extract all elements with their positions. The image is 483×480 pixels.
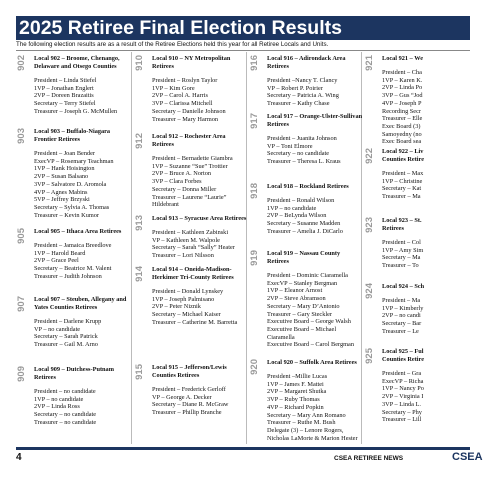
local-number: 912 xyxy=(134,133,145,149)
officer-line: Treasurer – Mary Harmon xyxy=(152,115,219,123)
officer-line: Treasurer – Kathy Chase xyxy=(267,100,330,108)
officer-list xyxy=(382,170,424,201)
officer-line: Treasurer – Judith Johnson xyxy=(34,272,102,280)
officer-line: 2VP – Margaret Shutka xyxy=(267,388,327,396)
officer-line: Secretary – Sarah Patrick xyxy=(34,333,98,341)
local-title: Retirees xyxy=(267,121,289,128)
officer-line: 2VP – Susan Balsano xyxy=(34,173,89,181)
officer-line: Delegate (3) – Lenore Rogers, xyxy=(267,426,344,434)
officer-line: Secretary – Terry Stiefel xyxy=(34,100,96,108)
officer-line: Ciaramella xyxy=(267,333,295,341)
officer-line: Recording Secr xyxy=(382,107,421,115)
officer-line: 1VP – Kim Gore xyxy=(152,84,195,92)
officer-list xyxy=(382,370,424,424)
officer-line: President – Ronald Wilson xyxy=(267,197,335,204)
local-title: Yates Counties Retirees xyxy=(34,304,98,311)
officer-line: Treasurer – Elle xyxy=(382,115,423,123)
officer-line: Exec Board (3) xyxy=(382,122,421,130)
local-body xyxy=(34,296,126,349)
officer-line: Executive Board – George Walsh xyxy=(267,318,351,326)
officer-line: Secretary – Susanne Madden xyxy=(267,220,341,228)
officer-list xyxy=(152,386,228,417)
local-title: Local 918 – Rockland Retirees xyxy=(267,183,349,190)
local-number: 921 xyxy=(364,55,375,71)
local-body xyxy=(382,148,424,201)
officer-line: 2VP – Linda Po xyxy=(382,84,423,92)
officer-line: President – Jamaica Breedlove xyxy=(34,242,112,249)
local-title: Counties Retire xyxy=(382,156,425,163)
officer-line: Secretary – Michael Kaiser xyxy=(152,311,221,319)
officer-line: Secretary – Sarah “Sally” Heater xyxy=(152,244,235,252)
officer-line: 3VP – Gus “Jod xyxy=(382,92,423,100)
local-title: Delaware and Otsego Counties xyxy=(34,63,117,70)
officer-line: 1VP – Hank Hoisington xyxy=(34,165,95,173)
officer-line: Treasurer – To xyxy=(382,262,419,270)
local-title: Local 922 – Liv xyxy=(382,148,424,155)
officer-line: President –Nancy T. Clancy xyxy=(267,77,338,84)
officer-line: 3VP – Linda L. xyxy=(382,400,421,408)
local-body xyxy=(152,364,228,417)
officer-list xyxy=(152,77,230,123)
local-body xyxy=(152,55,230,123)
local-number: 917 xyxy=(249,113,260,129)
officer-line: Secretary – no candidate xyxy=(267,150,330,158)
local-number: 925 xyxy=(364,348,375,364)
csea-logo: CSEA xyxy=(452,451,483,463)
local-body xyxy=(382,283,424,336)
local-body xyxy=(267,250,354,349)
officer-line: Treasurer – Phillip Branche xyxy=(152,409,222,417)
local-title: Local 915 – Jefferson/Lewis xyxy=(152,364,227,371)
officer-line: Secretary – no candidate xyxy=(34,411,97,419)
officer-line: Treasurer – Amelia J. DiCarlo xyxy=(267,227,343,235)
officer-line: President –Millie Lucas xyxy=(267,373,328,380)
local-title: Local 903 – Buffalo-Niagara xyxy=(34,128,111,135)
officer-line: Secretary – Mary D’Antonio xyxy=(267,302,340,310)
officer-line: President – Ma xyxy=(382,297,421,304)
officer-line: Secretary – Danielle Johnson xyxy=(152,107,226,115)
officer-line: Secretary – Kat xyxy=(382,185,422,193)
officer-line: 4VP – Joseph P xyxy=(382,99,422,107)
officer-line: VP – Kathleen M. Walpole xyxy=(152,236,220,244)
officer-line: 1VP – Karen K. xyxy=(382,76,423,84)
page-title: 2025 Retiree Final Election Results xyxy=(16,16,470,40)
officer-list xyxy=(382,297,424,336)
local-title: Frontier Retirees xyxy=(34,136,80,143)
local-title: Local 912 – Rochester Area xyxy=(152,133,226,140)
local-title: Retirees xyxy=(152,63,174,70)
officer-line: Executive Board – Carol Bergman xyxy=(267,341,354,349)
officer-line: 1VP – James F. Mattei xyxy=(267,380,324,388)
local-body xyxy=(34,366,114,427)
officer-list xyxy=(152,229,246,260)
officer-line: Treasurer – Ma xyxy=(382,193,421,201)
officer-line: ExecVP – Rosemary Teachman xyxy=(34,157,114,165)
local-number: 907 xyxy=(16,296,27,312)
local-title: Retirees xyxy=(34,374,56,381)
officer-list xyxy=(267,373,358,442)
local-number: 910 xyxy=(134,55,145,71)
local-title: Local 909 – Dutchess-Putnam xyxy=(34,366,114,373)
local-number: 903 xyxy=(16,128,27,144)
local-body xyxy=(34,228,121,281)
local-number: 923 xyxy=(364,217,375,233)
local-title: Local 913 – Syracuse Area Retirees xyxy=(152,215,247,222)
officer-line: VP – George A. Decker xyxy=(152,393,212,401)
local-number: 914 xyxy=(134,266,145,282)
officer-line: 5VP – Jeffrey Brzyski xyxy=(34,196,90,204)
local-body xyxy=(267,113,362,166)
column-divider xyxy=(361,52,362,444)
officer-line: President – Linda Stiefel xyxy=(34,77,97,84)
local-body xyxy=(34,55,120,116)
local-title: Local 919 – Nassau County xyxy=(267,250,341,257)
officer-line: Treasurer – Lori Nilsson xyxy=(152,252,214,260)
local-number: 918 xyxy=(249,183,260,199)
officer-line: Treasurer – Theresa L. Kraus xyxy=(267,158,341,166)
officer-line: 2VP – Bruce A. Norton xyxy=(152,170,212,178)
officer-line: Secretary – Diane R. McGraw xyxy=(152,401,229,409)
officer-line: 3VP – Salvatore D. Aromola xyxy=(34,180,107,188)
officer-line: President – Col xyxy=(382,239,421,246)
officer-line: 3VP – Clarissa Mitchell xyxy=(152,100,213,108)
officer-line: 1VP – Suzanne “Sue” Trottier xyxy=(152,162,228,170)
officer-line: 2VP – Grace Peel xyxy=(34,257,79,265)
officer-list xyxy=(152,288,237,327)
local-body xyxy=(382,348,424,424)
local-number: 924 xyxy=(364,283,375,299)
officer-line: VP – no candidate xyxy=(34,325,81,333)
officer-line: President – Darlene Krupp xyxy=(34,318,102,325)
local-number: 905 xyxy=(16,228,27,244)
local-title: Local 916 – Adirondack Area xyxy=(267,55,346,62)
local-body xyxy=(34,128,113,219)
officer-line: President – Frederick Gerloff xyxy=(152,386,226,393)
local-title: Counties Retire xyxy=(382,356,425,363)
officer-line: 2VP – Doreen Brazaitis xyxy=(34,92,94,100)
local-body xyxy=(152,266,237,327)
officer-line: Treasurer – Gary Steckler xyxy=(267,310,332,318)
officer-line: Treasurer – Gail M. Arno xyxy=(34,341,98,349)
officer-line: Exec Board sea xyxy=(382,138,422,146)
officer-list xyxy=(382,239,423,270)
officer-line: 2VP – BeLynda Wilson xyxy=(267,212,327,220)
local-number: 919 xyxy=(249,250,260,266)
officer-line: 2VP – Carol A. Harris xyxy=(152,92,208,100)
officer-list xyxy=(267,197,349,236)
officer-list xyxy=(267,135,362,166)
officer-line: President – Kathleen Zabinski xyxy=(152,229,229,236)
intro-text: The following election results are as a result of the Retiree Elections held this year for all Retiree Locals and Units. xyxy=(16,41,329,48)
officer-line: President – Cha xyxy=(382,69,422,76)
officer-line: ExecVP – Richa xyxy=(382,377,424,385)
local-title: Retirees xyxy=(267,63,289,70)
local-title: Local 907 – Steuben, Allegany and xyxy=(34,296,127,303)
officer-list xyxy=(34,388,114,427)
officer-line: VP – Robert P. Poirier xyxy=(267,84,323,92)
local-number: 922 xyxy=(364,148,375,164)
officer-line: 1VP – Kimberly xyxy=(382,304,424,312)
officer-line: 4VP – Richard Popkin xyxy=(267,403,324,411)
officer-line: VP – Toni Elmore xyxy=(267,142,313,150)
officer-line: 1VP – no candidate xyxy=(267,204,317,212)
local-title: Local 923 – St. xyxy=(382,217,422,224)
officer-line: 1VP – no candidate xyxy=(34,395,84,403)
officer-line: Secretary – Ma xyxy=(382,254,421,262)
officer-line: 1VP – Jonathan Englert xyxy=(34,84,94,92)
officer-line: Treasurer – Ruthe M. Bush xyxy=(267,419,336,427)
officer-line: President – Gra xyxy=(382,370,422,377)
officer-line: Treasurer – Lill xyxy=(382,416,422,424)
officer-list xyxy=(267,272,354,349)
local-number: 915 xyxy=(134,364,145,380)
local-title: Local 917 – Orange-Ulster-Sullivan xyxy=(267,113,363,120)
officer-line: 2VP – Linda Ross xyxy=(34,403,80,411)
officer-line: Samoyedny (no xyxy=(382,130,422,138)
officer-line: 2VP – Peter Niznik xyxy=(152,303,201,311)
officer-line: 1VP – Joseph Palmisano xyxy=(152,295,215,303)
local-title: Local 910 – NY Metropolitan xyxy=(152,55,231,62)
officer-list xyxy=(267,77,346,108)
officer-line: President – Max xyxy=(382,170,424,177)
officer-line: 4VP – Agnes Mabins xyxy=(34,188,88,196)
officer-line: Secretary – Patricia A. Wing xyxy=(267,92,339,100)
officer-line: 3VP – Ruby Thomas xyxy=(267,396,320,404)
officer-line: ExecVP – Stanley Bergman xyxy=(267,279,338,287)
local-title: Retirees xyxy=(267,258,289,265)
officer-line: President – Joan Bender xyxy=(34,150,96,157)
officer-line: Treasurer – Kevin Kumor xyxy=(34,211,99,219)
officer-line: 2VP – Steve Abramson xyxy=(267,295,326,303)
local-body xyxy=(267,55,346,108)
officer-line: Treasurer – Joseph G. McMullen xyxy=(34,107,118,115)
officer-line: President – Donald Lynskey xyxy=(152,288,224,295)
local-title: Retirees xyxy=(382,225,404,232)
officer-line: 1VP – Amy Sim xyxy=(382,246,424,254)
local-title: Local 920 – Suffolk Area Retirees xyxy=(267,359,357,366)
officer-line: Secretary – Beatrice M. Valent xyxy=(34,265,112,273)
local-body xyxy=(152,215,246,260)
officer-line: Secretary – Mary Ann Romano xyxy=(267,411,346,419)
officer-list xyxy=(152,155,233,209)
local-number: 913 xyxy=(134,215,145,231)
officer-line: 2VP – no candi xyxy=(382,312,421,320)
officer-line: 1VP – Eleanor Arnost xyxy=(267,287,323,295)
local-title: Local 914 – Oneida-Madison- xyxy=(152,266,232,273)
officer-line: 3VP – Clara Forbes xyxy=(152,178,202,186)
officer-line: Treasurer – Laurene “Laurie” xyxy=(152,193,227,201)
officer-line: President – Bernadette Giambra xyxy=(152,155,233,162)
officer-line: 2VP – Virginia I xyxy=(382,393,424,401)
footer-rule xyxy=(16,447,470,450)
officer-list xyxy=(34,150,113,219)
local-number: 909 xyxy=(16,366,27,382)
officer-line: Hildebrant xyxy=(152,201,179,209)
publication-name: CSEA RETIREE NEWS xyxy=(334,455,404,462)
officer-line: President – Dominic Ciaramella xyxy=(267,272,348,279)
local-number: 902 xyxy=(16,55,27,71)
officer-line: Secretary – Sylvia A. Thomas xyxy=(34,203,110,211)
local-number: 920 xyxy=(249,359,260,375)
officer-line: President – Roslyn Taylor xyxy=(152,77,218,84)
officer-list xyxy=(34,77,120,116)
local-title: Herkimer Tri-County Retirees xyxy=(152,274,234,281)
officer-list xyxy=(34,242,121,281)
officer-line: 1VP – Harold Beard xyxy=(34,249,86,257)
officer-line: Treasurer – Le xyxy=(382,327,419,335)
officer-list xyxy=(382,69,423,146)
officer-line: Secretary – Phy xyxy=(382,408,422,416)
local-title: Local 921 – We xyxy=(382,55,423,62)
local-body xyxy=(382,217,423,270)
local-body xyxy=(152,133,233,209)
officer-line: 1VP – Christine xyxy=(382,177,423,185)
local-title: Local 902 – Broome, Chenango, xyxy=(34,55,120,62)
officer-list xyxy=(34,318,126,349)
local-body xyxy=(382,55,423,146)
local-body xyxy=(267,183,349,236)
officer-line: 1VP – Nancy Po xyxy=(382,385,424,393)
column-divider xyxy=(131,52,132,444)
officer-line: Secretary – Donna Miller xyxy=(152,185,217,193)
local-body xyxy=(267,359,358,442)
officer-line: Treasurer – Catherine M. Barretta xyxy=(152,318,238,326)
top-rule xyxy=(16,50,470,51)
officer-line: President – Juanita Johnson xyxy=(267,135,337,142)
officer-line: Treasurer – no candidate xyxy=(34,418,97,426)
local-title: Local 905 – Ithaca Area Retirees xyxy=(34,228,122,235)
officer-line: Executive Board – Michael xyxy=(267,325,337,333)
local-title: Local 924 – Sch xyxy=(382,283,425,290)
local-title: Local 925 – Ful xyxy=(382,348,424,355)
officer-line: Nicholas LaMorte & Marion Hester xyxy=(267,434,358,442)
officer-line: Secretary – Bar xyxy=(382,320,422,328)
local-number: 916 xyxy=(249,55,260,71)
local-title: Counties Retirees xyxy=(152,372,200,379)
officer-line: President – no candidate xyxy=(34,388,96,395)
page-number: 4 xyxy=(16,452,22,463)
local-title: Retirees xyxy=(152,141,174,148)
